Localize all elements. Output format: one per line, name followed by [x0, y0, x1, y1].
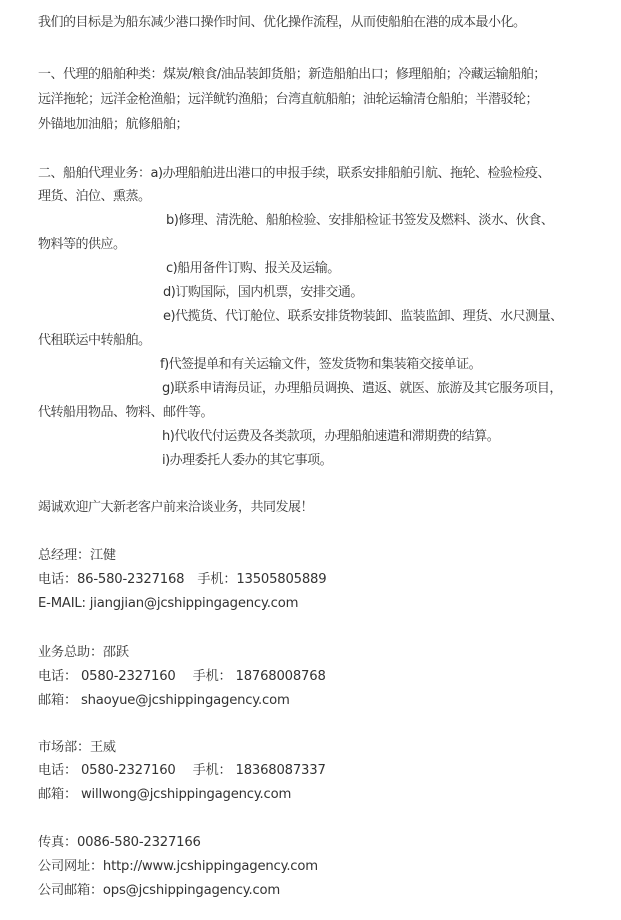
services-line: 代转船用物品、物料、邮件等。 [38, 405, 214, 420]
services-line: b)修理、清洗舱、船舶检验、安排船检证书签发及燃料、淡水、伙食、 [166, 213, 554, 228]
services-line: g)联系申请海员证，办理船员调换、遣返、就医、旅游及其它服务项目， [162, 381, 562, 396]
contact-email: 邮箱： willwong@jcshippingagency.com [38, 787, 292, 802]
services-line: h)代收代付运费及各类款项，办理船舶速遣和滞期费的结算。 [162, 429, 500, 444]
contact-phone: 电话： 0580-2327160 手机： 18768008768 [38, 669, 326, 684]
services-line: 代租联运中转船舶。 [38, 333, 151, 348]
vessel-types-line: 一、代理的船舶种类：煤炭/粮食/油品装卸货船；新造船舶出口；修理船舶；冷藏运输船舶； [38, 67, 546, 82]
vessel-types-line: 远洋拖轮；远洋金枪渔船；远洋鱿钓渔船；台湾直航船舶；油轮运输清仓船舶；半潜驳轮； [38, 92, 539, 107]
company-email: 公司邮箱：ops@jcshippingagency.com [38, 883, 281, 898]
company-fax: 传真：0086-580-2327166 [38, 835, 201, 850]
contact-phone: 电话：86-580-2327168 手机：13505805889 [38, 572, 327, 587]
services-line: d)订购国际，国内机票，安排交通。 [163, 285, 363, 300]
contact-email: E-MAIL: jiangjian@jcshippingagency.com [38, 596, 299, 611]
welcome-text: 竭诚欢迎广大新老客户前来洽谈业务，共同发展！ [38, 500, 314, 515]
intro-text: 我们的目标是为船东减少港口操作时间、优化操作流程，从而使船舶在港的成本最小化。 [38, 15, 526, 30]
services-line: f)代签提单和有关运输文件，签发货物和集装箱交接单证。 [160, 357, 482, 372]
contact-title: 业务总助：邵跃 [38, 645, 129, 660]
contact-phone: 电话： 0580-2327160 手机： 18368087337 [38, 763, 326, 778]
company-website: 公司网址：http://www.jcshippingagency.com [38, 859, 318, 874]
services-line: c)船用备件订购、报关及运输。 [166, 261, 340, 276]
services-line: 物料等的供应。 [38, 237, 126, 252]
services-line: 理货、泊位、熏蒸。 [38, 189, 151, 204]
vessel-types-line: 外锚地加油船；航修船舶； [38, 117, 189, 132]
contact-title: 总经理：江健 [38, 548, 116, 563]
services-line: i)办理委托人委办的其它事项。 [162, 453, 333, 468]
services-line: 二、船舶代理业务：a)办理船舶进出港口的申报手续，联系安排船舶引航、拖轮、检验检疫、 [38, 166, 551, 181]
contact-email: 邮箱： shaoyue@jcshippingagency.com [38, 693, 290, 708]
contact-title: 市场部：王威 [38, 740, 116, 755]
services-line: e)代揽货、代订舱位、联系安排货物装卸、监装监卸、理货、水尺测量、 [163, 309, 563, 324]
